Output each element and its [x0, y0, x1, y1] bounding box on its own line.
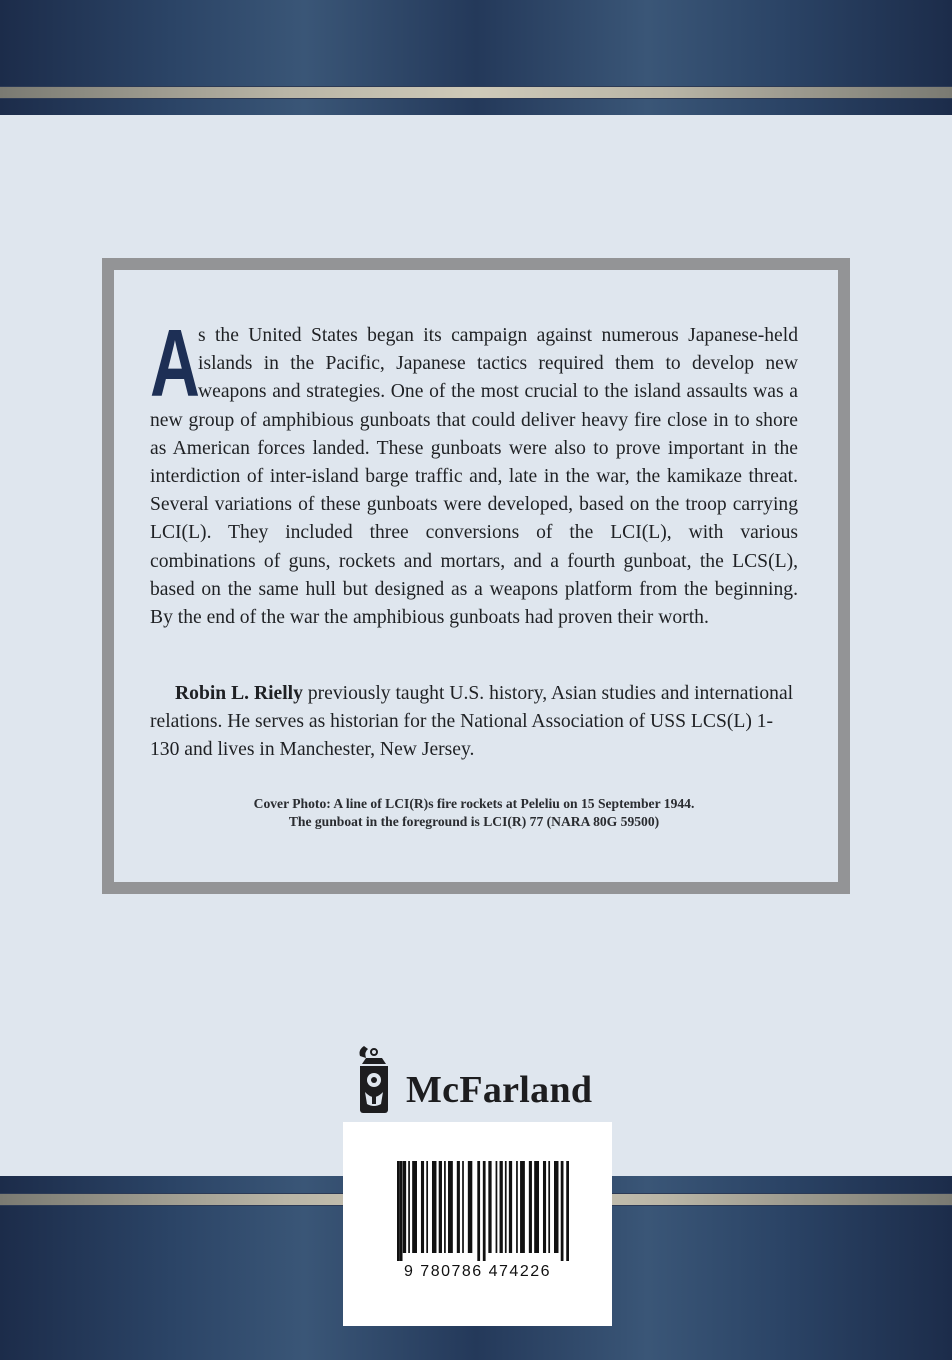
barcode-bar [397, 1161, 400, 1261]
barcode-bar [529, 1161, 532, 1253]
publisher-name: McFarland [406, 1069, 593, 1111]
barcode-bar [432, 1161, 436, 1253]
barcode-bar [509, 1161, 512, 1253]
top-metallic-stripe [0, 86, 952, 99]
drop-cap: A [150, 310, 200, 417]
barcode-bar [462, 1161, 464, 1253]
barcode-bar [421, 1161, 424, 1253]
author-bio-text: previously taught U.S. history, Asian studies and international relations. He serves as historian for the National Association of USS LCS(L) 1-130 and lives in Manchester, New Jersey. [150, 683, 794, 761]
caption-line-2: The gunboat in the foreground is LCI(R) 77 (NARA 80G 59500) [288, 814, 660, 829]
barcode-bar [548, 1161, 550, 1253]
barcode-bar [516, 1161, 518, 1253]
barcode-bar [543, 1161, 546, 1253]
barcode-bar [403, 1161, 406, 1253]
publisher-logo [350, 1040, 610, 1120]
isbn-barcode [397, 1161, 569, 1261]
barcode-bar [488, 1161, 491, 1253]
barcode-bar [477, 1161, 480, 1261]
barcode-bar [566, 1161, 569, 1261]
barcode-bar [400, 1161, 403, 1261]
barcode-bar [505, 1161, 507, 1253]
barcode-bar [534, 1161, 539, 1253]
caption-line-1: Cover Photo: A line of LCI(R)s fire rockets at Peleliu on 15 September 1944. [253, 796, 695, 811]
barcode-bar [439, 1161, 442, 1253]
barcode-bar [561, 1161, 564, 1261]
barcode-bar [457, 1161, 460, 1253]
barcode-bar [554, 1161, 558, 1253]
barcode-bar [520, 1161, 525, 1253]
barcode-bar [496, 1161, 498, 1253]
barcode-bar [500, 1161, 503, 1253]
barcode-bar [448, 1161, 453, 1253]
barcode-bar [483, 1161, 486, 1261]
book-description [150, 310, 798, 632]
isbn-digits: 9 780786 474226 [403, 1263, 552, 1280]
barcode-bar [444, 1161, 446, 1253]
author-bio [150, 680, 798, 765]
barcode-bar [412, 1161, 417, 1253]
barcode-panel [343, 1122, 612, 1326]
author-name: Robin L. Rielly [175, 683, 303, 704]
barcode-bar [408, 1161, 410, 1253]
cover-photo-caption [150, 795, 798, 831]
barcode-bar [426, 1161, 428, 1253]
barcode-bar [468, 1161, 472, 1253]
description-text: s the United States began its campaign against numerous Japanese-held islands in the Pacific, Japanese tactics required them to develop new weapons and strategies. One of the most crucial to the island assaults was a new group of amphibious gunboats that could deliver heavy fire close in to shore as American forces landed. These gunboats were also to prove important in the interdiction of inter-island barge traffic and, late in the war, the kamikaze threat. Several variations of these gunboats were developed, based on the troop carrying LCI(L). They included three conversions of the LCI(L), with various combinations of guns, rockets and mortars, and a fourth gunboat, the LCS(L), based on the same hull but designed as a weapons platform from the beginning. By the end of the war the amphibious gunboats had proven their worth. [150, 325, 798, 629]
lantern-logo-icon [350, 1044, 396, 1116]
